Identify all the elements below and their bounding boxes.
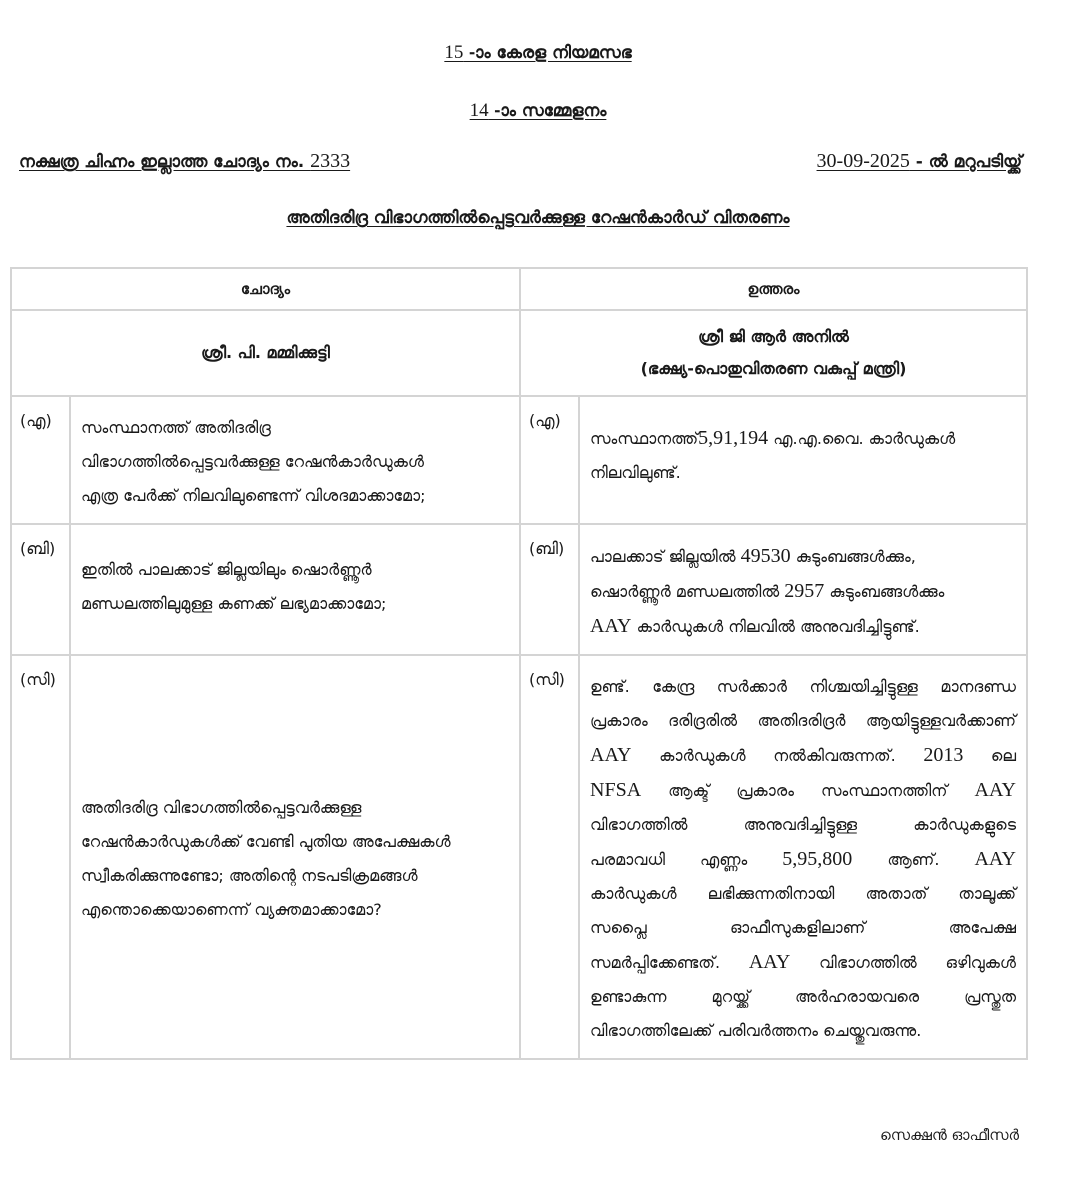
answer-fragment: കുടുംബങ്ങൾക്കും, [790, 547, 916, 566]
answer-line [590, 539, 1016, 574]
answer-line: നിലവിലുണ്ട്. [590, 463, 681, 482]
question-line: റേഷൻകാർഡുകൾക്ക് വേണ്ടി പുതിയ അപേക്ഷകൾ [81, 832, 451, 851]
question-label: (സി) [11, 655, 70, 1059]
question-line: എത്ര പേർക്ക് നിലവിലുണ്ടെന്ന് വിശദമാക്കാമോ; [81, 486, 426, 505]
answer-fragment: 2013 [923, 744, 964, 766]
minister-cell [520, 310, 1027, 396]
answer-fragment: AAY [974, 779, 1016, 801]
question-text [70, 655, 520, 1059]
aay-card-count: 5,91,194 [698, 427, 769, 449]
assembly-text: -ാം കേരള നിയമസഭ [463, 43, 632, 63]
answer-line [590, 609, 1016, 644]
answer-fragment: AAY [590, 744, 632, 766]
answer-fragment: AAY [590, 615, 632, 637]
answer-line [590, 421, 1016, 456]
table-header-row [11, 268, 1027, 310]
questioner-name: ശ്രീ. പി. മമ്മിക്കുട്ടി [11, 310, 520, 396]
names-row [11, 310, 1027, 396]
answer-fragment: പാലക്കാട് ജില്ലയിൽ [590, 547, 741, 566]
answer-fragment: AAY [748, 951, 791, 973]
answer-text [579, 655, 1027, 1059]
question-line: മണ്ഡലത്തിലുമുള്ള കണക്ക് ലഭ്യമാക്കാമോ; [81, 594, 387, 613]
question-answer-table [10, 267, 1028, 1060]
column-header-question: ചോദ്യം [11, 268, 520, 310]
question-line: അതിദരിദ്ര വിഭാഗത്തിൽപ്പെട്ടവർക്കുള്ള [81, 798, 362, 817]
answer-line: ഉണ്ട്. കേന്ദ്ര സർക്കാർ നിശ്ചയിച്ചിട്ടുള്ള മാനദണ്ഡ [590, 677, 1016, 696]
answer-fragment: ആക്ട് പ്രകാരം സംസ്ഥാനത്തിന് [641, 781, 975, 800]
answer-label: (സി) [520, 655, 579, 1059]
table-row [11, 396, 1027, 524]
column-header-answer: ഉത്തരം [520, 268, 1027, 310]
answer-line: വിഭാഗത്തിലേക്ക് പരിവർത്തനം ചെയ്തുവരുന്നു. [590, 1021, 922, 1040]
question-line: വിഭാഗത്തിൽപ്പെട്ടവർക്കുള്ള റേഷൻകാർഡുകൾ [81, 452, 424, 471]
answer-date-suffix: - ൽ മറുപടിയ്ക്ക് [909, 152, 1022, 172]
answer-line: പ്രകാരം ദരിദ്രരിൽ അതിദരിദ്രർ ആയിട്ടുള്ളവർക്കാണ് [590, 711, 1016, 730]
answer-text [579, 524, 1027, 655]
question-text [70, 524, 520, 655]
answer-line [590, 574, 1016, 609]
answer-text [579, 396, 1027, 524]
answer-fragment: പരമാവധി എണ്ണം [590, 850, 783, 869]
session-number: 14 [469, 100, 489, 121]
answer-line: ഉണ്ടാകുന്ന മുറയ്ക്ക് അർഹരായവരെ പ്രസ്തുത [590, 987, 1016, 1006]
answer-fragment: NFSA [590, 779, 642, 801]
answer-label: (എ) [520, 396, 579, 524]
answer-fragment: ആണ്. [852, 850, 975, 869]
signature-section-officer: സെക്ഷൻ ഓഫീസർ [880, 1126, 1019, 1144]
answer-date-reference [817, 150, 1022, 173]
table-row [11, 655, 1027, 1059]
assembly-title [0, 42, 1076, 64]
question-text [70, 396, 520, 524]
assembly-number: 15 [444, 42, 464, 63]
table-row [11, 524, 1027, 655]
answer-line [590, 945, 1016, 980]
answer-fragment: ലെ [963, 746, 1016, 765]
answer-line: കാർഡുകൾ ലഭിക്കുന്നതിനായി അതാത് താലൂക്ക് [590, 884, 1016, 903]
subject-title: അതിദരിദ്ര വിഭാഗത്തിൽപ്പെട്ടവർക്കുള്ള റേഷൻകാർഡ് വിതരണം [286, 208, 790, 228]
shornur-count: 2957 [784, 580, 825, 602]
question-line: സംസ്ഥാനത്ത് അതിദരിദ്ര [81, 418, 271, 437]
session-title [0, 100, 1076, 122]
answer-fragment: സംസ്ഥാനത്ത് [590, 429, 699, 448]
question-line: സ്വീകരിക്കുന്നുണ്ടോ; അതിന്റെ നടപടിക്രമങ്ങൾ [81, 866, 418, 885]
minister-department: (ഭക്ഷ്യ-പൊതുവിതരണ വകുപ്പ് മന്ത്രി) [640, 359, 907, 378]
answer-line: വിഭാഗത്തിൽ അനുവദിച്ചിട്ടുള്ള കാർഡുകളുടെ [590, 815, 1016, 834]
answer-fragment: AAY [974, 848, 1016, 870]
question-line: എന്തൊക്കെയാണെന്ന് വ്യക്തമാക്കാമോ? [81, 900, 382, 919]
answer-line [590, 842, 1016, 877]
question-label: (ബി) [11, 524, 70, 655]
minister-name: ശ്രീ ജി ആർ അനിൽ [698, 327, 849, 346]
session-text: -ാം സമ്മേളനം [488, 101, 607, 121]
answer-fragment: കാർഡുകൾ നിലവിൽ അനുവദിച്ചിട്ടുണ്ട്. [631, 617, 920, 636]
answer-line [590, 773, 1016, 808]
answer-fragment: കുടുംബങ്ങൾക്കും [824, 582, 945, 601]
answer-fragment: സമർപ്പിക്കേണ്ടത്. [590, 953, 749, 972]
palakkad-count: 49530 [740, 545, 791, 567]
question-number: 2333 [310, 150, 351, 172]
answer-fragment: എ.എ.വൈ. കാർഡുകൾ [768, 429, 956, 448]
answer-date: 30-09-2025 [816, 150, 910, 172]
answer-line [590, 738, 1016, 773]
question-line: ഇതിൽ പാലക്കാട് ജില്ലയിലും ഷൊർണ്ണൂർ [81, 560, 372, 579]
answer-line: സപ്ലൈ ഓഫീസുകളിലാണ് അപേക്ഷ [590, 918, 1016, 937]
answer-fragment: വിഭാഗത്തിൽ ഒഴിവുകൾ [790, 953, 1016, 972]
question-ref-text: നക്ഷത്ര ചിഹ്നം ഇല്ലാത്ത ചോദ്യം നം. [19, 152, 311, 172]
answer-label: (ബി) [520, 524, 579, 655]
question-reference [19, 150, 350, 173]
question-label: (എ) [11, 396, 70, 524]
answer-fragment: ഷൊർണ്ണൂർ മണ്ഡലത്തിൽ [590, 582, 785, 601]
max-card-count: 5,95,800 [782, 848, 853, 870]
answer-fragment: കാർഡുകൾ നൽകിവരുന്നത്. [631, 746, 924, 765]
